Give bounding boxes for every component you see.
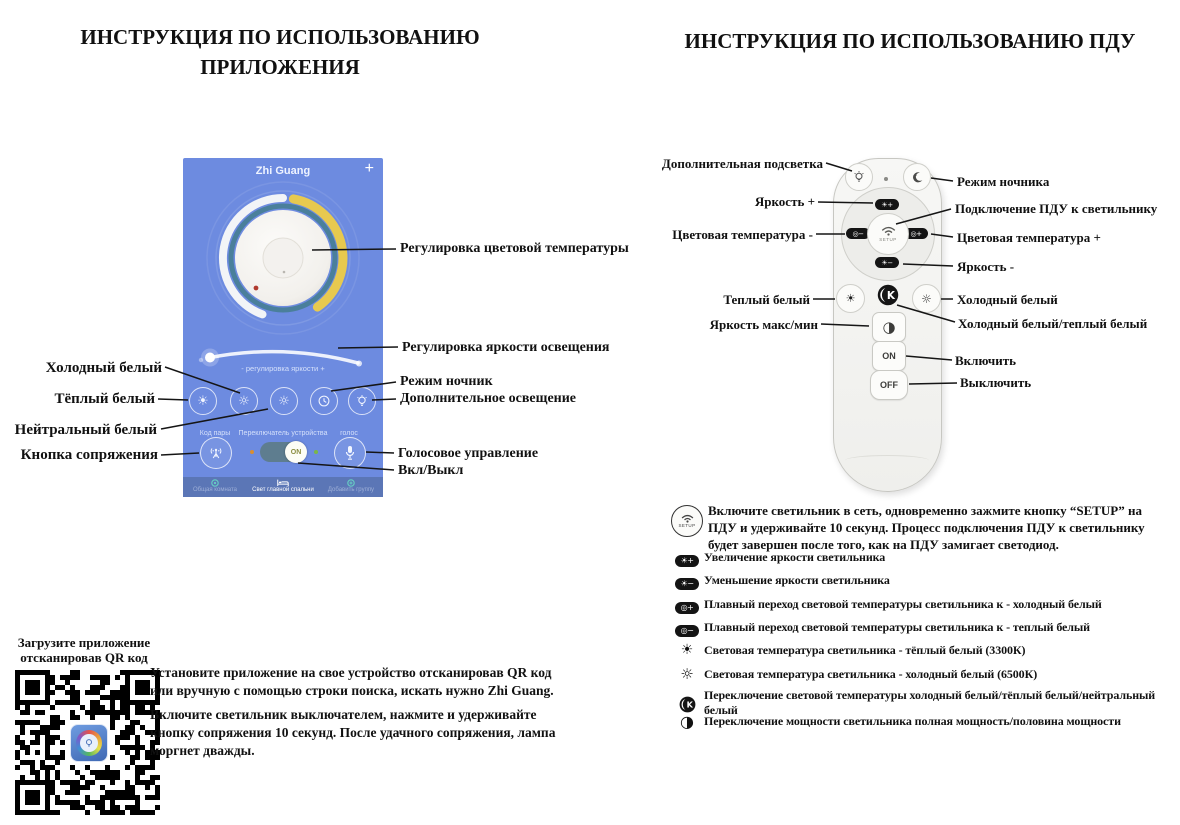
legend-row bbox=[670, 642, 1178, 658]
callout-cct-minus: Цветовая температура - bbox=[672, 227, 813, 242]
slider-caption: - регулировка яркости + bbox=[241, 364, 325, 373]
app-title: Zhi Guang bbox=[255, 165, 311, 177]
cct-plus-pill-icon: ◎+ bbox=[675, 602, 699, 614]
callout-cold-white-remote: Холодный белый bbox=[957, 292, 1058, 307]
ck-icon bbox=[877, 284, 899, 306]
callout-brightness-plus: Яркость + bbox=[754, 194, 815, 209]
callout-pdu-connect: Подключение ПДУ к светильнику bbox=[955, 201, 1158, 216]
qr-caption-line1: Загрузите приложение bbox=[17, 635, 151, 650]
callout-turn-on: Включить bbox=[955, 353, 1016, 368]
setup-label: SETUP bbox=[879, 237, 897, 242]
remote-led bbox=[884, 177, 888, 181]
color-temperature-dial[interactable] bbox=[198, 173, 368, 343]
device-switch-label: Переключатель устройства bbox=[238, 430, 328, 437]
off-button[interactable]: OFF bbox=[870, 370, 908, 400]
callout-turn-off: Выключить bbox=[960, 375, 1032, 390]
qr-caption bbox=[10, 636, 158, 666]
legend-text: Переключение световой температуры холодный белый/тёплый белый/нейтральный белый bbox=[704, 688, 1156, 717]
qr-caption-line2: отсканировав QR код bbox=[20, 649, 148, 665]
qr-code bbox=[15, 670, 160, 815]
clock-icon bbox=[317, 394, 331, 408]
toggle-knob[interactable]: ON bbox=[285, 441, 307, 463]
right-title-text: ИНСТРУКЦИЯ ПО ИСПОЛЬЗОВАНИЮ ПДУ bbox=[684, 29, 1136, 53]
install-paragraph: Установите приложение на свое устройство отсканировав QR код или вручную с помощью строки поиска, искать нужно Zhi Guang. bbox=[150, 665, 554, 698]
antenna-icon bbox=[207, 446, 225, 461]
nav-item-add-group[interactable] bbox=[321, 478, 381, 493]
power-half-button[interactable] bbox=[872, 312, 906, 342]
pairing-paragraph: Включите светильник выключателем, нажмите и удерживайте кнопку сопряжения 10 секунд. После удачного сопряжения, лампа моргнет дважды. bbox=[150, 707, 556, 758]
nav-item-common-room[interactable] bbox=[185, 478, 245, 493]
room-icon bbox=[211, 479, 219, 487]
night-mode-button[interactable] bbox=[310, 387, 338, 415]
legend-row bbox=[670, 618, 1178, 637]
svg-text:K: K bbox=[886, 289, 895, 302]
legend-text: Увеличение яркости светильника bbox=[704, 550, 886, 564]
pairing-button[interactable] bbox=[200, 437, 232, 469]
toggle-off-indicator bbox=[250, 450, 254, 454]
legend-text: Уменьшение яркости светильника bbox=[704, 573, 890, 587]
legend-row bbox=[670, 571, 1178, 590]
brightness-minus-button[interactable] bbox=[875, 257, 899, 268]
wifi-icon bbox=[681, 514, 694, 523]
setup-note-text: Включите светильник в сеть, одновременно зажмите кнопку “SETUP” на ПДУ и удерживайте 10 секунд. Процесс подключения ПДУ к светильнику будет завершен после того, как на ПДУ замигает светодиод. bbox=[708, 503, 1145, 553]
sun-outline-icon: ☼ bbox=[680, 665, 694, 683]
legend-text: Плавный переход световой температуры светильника к - холодный белый bbox=[704, 597, 1102, 611]
callout-on-off: Вкл/Выкл bbox=[398, 463, 464, 478]
microphone-icon bbox=[344, 445, 356, 461]
app-screenshot bbox=[183, 158, 383, 497]
callout-backlight: Дополнительная подсветка bbox=[661, 156, 823, 171]
nav-item-bedroom-light[interactable] bbox=[243, 478, 323, 493]
legend-text: Световая температура светильника - тёплый белый (3300К) bbox=[704, 642, 1026, 657]
bulb-icon bbox=[852, 170, 866, 185]
callout-cold-white: Холодный белый bbox=[45, 360, 162, 376]
sun-outline-icon: ☼ bbox=[921, 291, 932, 306]
power-toggle[interactable] bbox=[260, 442, 306, 462]
legend-text: Световая температура светильника - холодный белый (6500К) bbox=[704, 666, 1038, 681]
callout-voice-control: Голосовое управление bbox=[398, 446, 539, 461]
warm-white-button[interactable] bbox=[189, 387, 217, 415]
callout-cold-warm-toggle: Холодный белый/теплый белый bbox=[958, 316, 1148, 331]
moon-icon bbox=[911, 171, 924, 184]
legend-row bbox=[670, 665, 1178, 683]
nav-label: Общая комната bbox=[193, 487, 237, 493]
warm-white-button-remote[interactable] bbox=[836, 284, 865, 313]
callout-cct-adjust: Регулировка цветовой температуры bbox=[400, 241, 629, 256]
add-group-icon bbox=[347, 479, 355, 487]
left-title-line1: ИНСТРУКЦИЯ ПО ИСПОЛЬЗОВАНИЮ bbox=[80, 25, 480, 49]
extra-light-button[interactable] bbox=[348, 387, 376, 415]
sun-outline-icon: ☼ bbox=[238, 393, 250, 409]
right-title bbox=[675, 26, 1145, 56]
sun-neutral-icon: ☼ bbox=[278, 393, 290, 409]
half-circle-icon: ◑ bbox=[882, 318, 896, 336]
sun-filled-icon: ☀ bbox=[197, 393, 209, 409]
sun-minus-icon: ☀− bbox=[881, 258, 893, 267]
callout-pairing-button: Кнопка сопряжения bbox=[20, 447, 158, 463]
callout-cct-plus: Цветовая температура + bbox=[957, 230, 1101, 245]
toggle-on-indicator bbox=[314, 450, 318, 454]
wifi-icon bbox=[881, 226, 896, 236]
nav-label: Свет главной спальни bbox=[252, 487, 314, 493]
brightness-plus-button[interactable] bbox=[875, 199, 899, 210]
cct-minus-pill-icon: ◎− bbox=[675, 625, 699, 637]
bulb-icon bbox=[355, 394, 369, 409]
voice-label: голос bbox=[340, 430, 358, 437]
sun-filled-icon: ☀ bbox=[680, 642, 694, 658]
callout-warm-white-remote: Теплый белый bbox=[723, 292, 810, 307]
sun-plus-pill-icon: ☀+ bbox=[675, 555, 699, 567]
callout-night-mode: Режим ночник bbox=[400, 374, 493, 389]
sun-filled-icon: ☀ bbox=[845, 292, 856, 305]
app-logo bbox=[70, 724, 108, 762]
night-mode-button-remote[interactable] bbox=[903, 163, 931, 191]
callout-extra-light: Дополнительное освещение bbox=[400, 391, 576, 406]
cct-plus-icon: ◎+ bbox=[910, 229, 922, 238]
left-title-line2: ПРИЛОЖЕНИЯ bbox=[200, 55, 360, 80]
slider-handle[interactable] bbox=[205, 353, 215, 363]
callout-brightness-adjust: Регулировка яркости освещения bbox=[402, 340, 610, 355]
setup-button[interactable] bbox=[867, 213, 909, 255]
dial-indicator-dot bbox=[254, 286, 259, 291]
add-device-button[interactable]: + bbox=[364, 160, 374, 177]
left-title bbox=[60, 22, 500, 83]
bulb-icon bbox=[84, 737, 94, 749]
sun-minus-pill-icon: ☀− bbox=[675, 578, 699, 590]
cold-white-button[interactable] bbox=[230, 387, 258, 415]
callout-brightness-minus: Яркость - bbox=[957, 259, 1015, 274]
on-button[interactable]: ON bbox=[872, 341, 906, 371]
bed-icon bbox=[277, 479, 289, 487]
legend-row bbox=[670, 595, 1178, 614]
svg-text:K: K bbox=[686, 700, 693, 710]
legend-text: Плавный переход световой температуры светильника к - теплый белый bbox=[704, 620, 1090, 634]
ck-icon bbox=[679, 696, 696, 713]
voice-control-button[interactable] bbox=[334, 437, 366, 469]
callout-brightness-maxmin: Яркость макс/мин bbox=[709, 317, 818, 332]
neutral-white-button[interactable] bbox=[270, 387, 298, 415]
sun-plus-icon: ☀+ bbox=[881, 200, 893, 209]
cold-white-button-remote[interactable] bbox=[912, 284, 941, 313]
setup-note-icon bbox=[671, 505, 703, 537]
setup-label: SETUP bbox=[678, 523, 696, 528]
legend-row bbox=[670, 548, 1178, 567]
cct-minus-icon: ◎− bbox=[852, 229, 864, 238]
pair-code-label: Код пары bbox=[199, 430, 231, 437]
remote-seam bbox=[845, 455, 929, 466]
app-bottom-nav bbox=[183, 477, 383, 497]
callout-night-mode-remote: Режим ночника bbox=[957, 174, 1050, 189]
callout-warm-white: Тёплый белый bbox=[54, 391, 155, 407]
half-circle-icon: ◑ bbox=[680, 712, 694, 731]
legend-text: Переключение мощности светильника полная мощность/половина мощности bbox=[704, 714, 1121, 728]
callout-neutral-white: Нейтральный белый bbox=[14, 422, 157, 438]
legend-row bbox=[670, 712, 1178, 731]
nav-label: Добавить группу bbox=[327, 487, 375, 493]
backlight-button[interactable] bbox=[845, 163, 873, 191]
cct-cycle-button[interactable] bbox=[877, 284, 899, 306]
